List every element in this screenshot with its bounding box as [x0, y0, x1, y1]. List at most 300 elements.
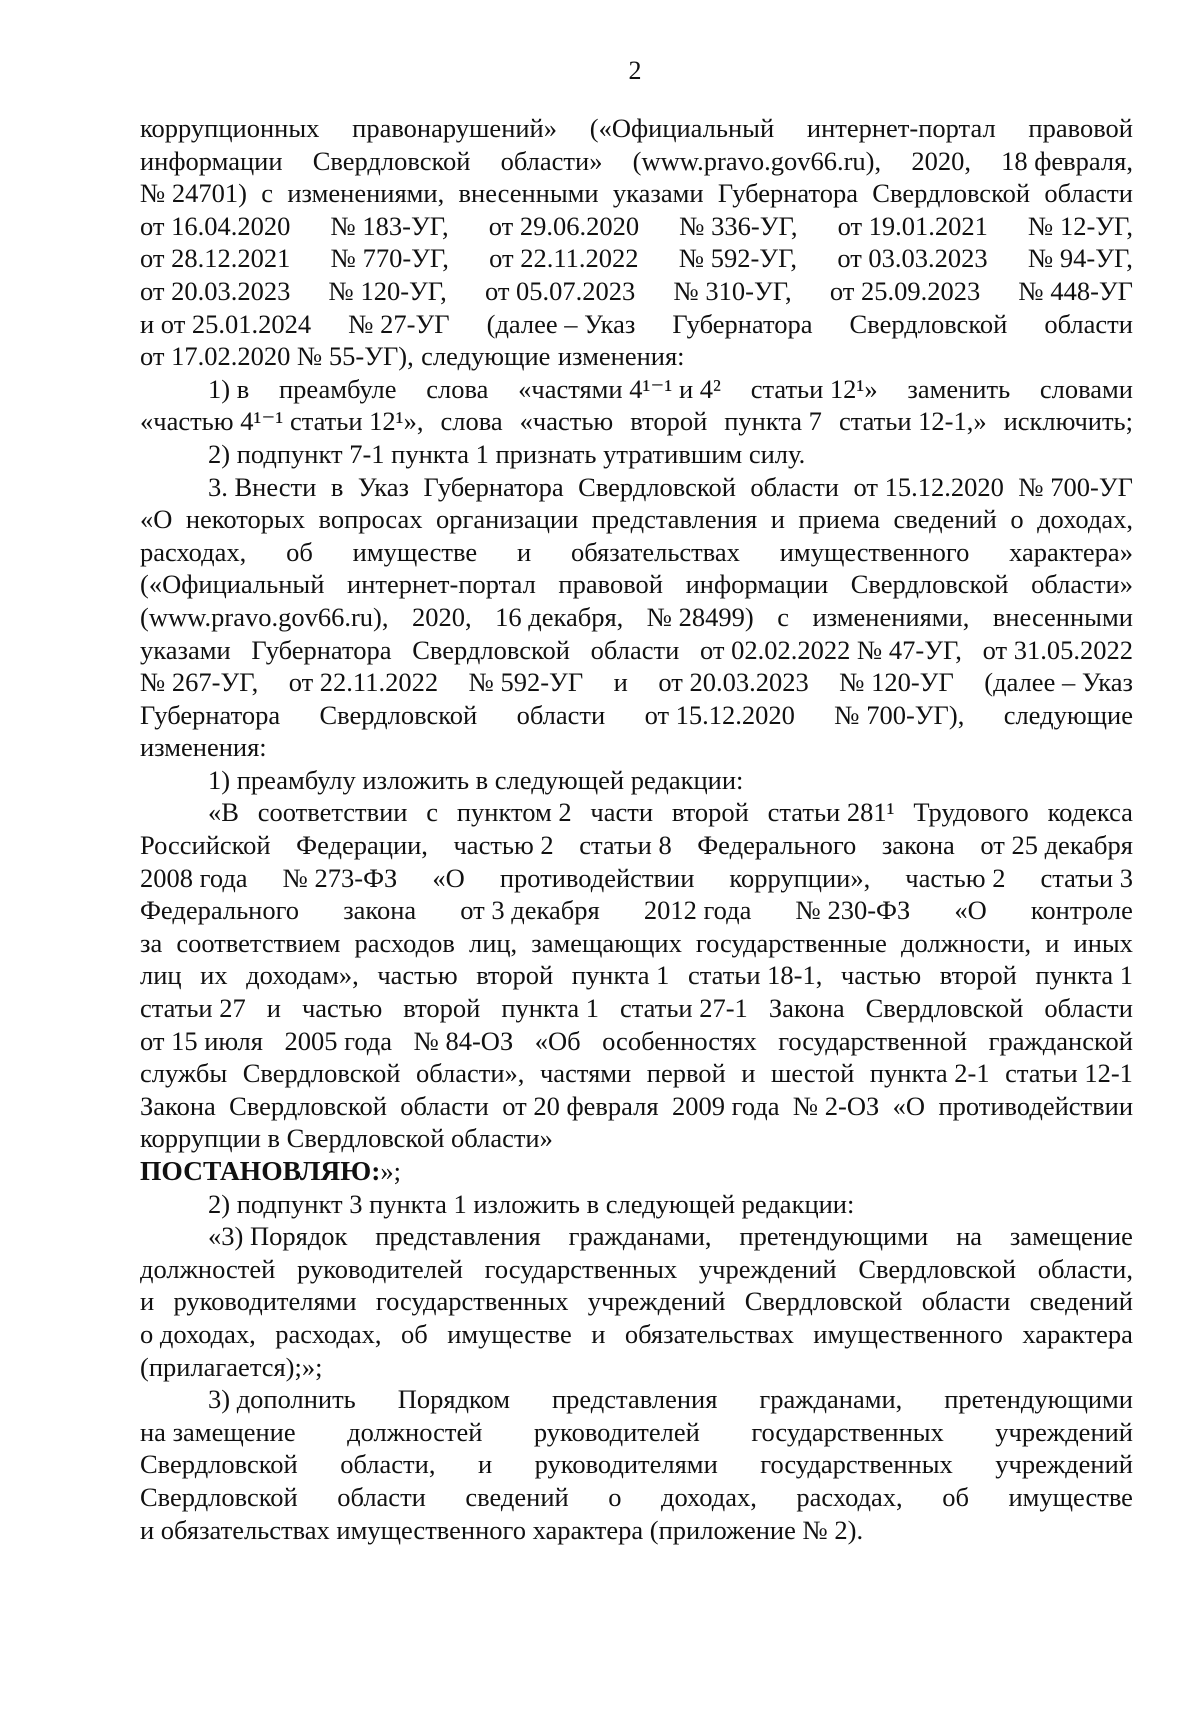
- word: в: [330, 471, 344, 502]
- word: Федерального: [697, 830, 857, 861]
- word: и: [591, 1318, 606, 1349]
- word: преамбуле: [278, 373, 397, 404]
- word: о доходах,: [140, 1318, 256, 1349]
- word: № 273-ФЗ: [282, 862, 398, 893]
- word: приема: [798, 504, 881, 535]
- word: имущественного: [779, 536, 970, 567]
- word: некоторых: [185, 504, 306, 535]
- word: и от 25.01.2024: [140, 308, 312, 339]
- word: слова: [440, 406, 503, 437]
- text-line: [140, 308, 1133, 341]
- word: и: [741, 1058, 756, 1089]
- word: правовой: [558, 569, 663, 600]
- text-line: [140, 405, 1133, 438]
- text-line: [140, 568, 1133, 601]
- word: замещающих: [531, 927, 682, 958]
- word: Губернатора: [672, 308, 813, 339]
- word: статьи 27-1: [620, 993, 748, 1024]
- word: 2020,: [412, 601, 472, 632]
- word: второй: [671, 797, 749, 828]
- word: «частями 4¹⁻¹ и 4²: [518, 373, 721, 404]
- word: области: [1044, 993, 1133, 1024]
- word: первой: [646, 1058, 726, 1089]
- word: 2012 года: [643, 895, 752, 926]
- word: иных: [1073, 927, 1133, 958]
- word: с: [261, 178, 274, 209]
- word: контроле: [1030, 895, 1133, 926]
- word: особенностях: [602, 1025, 757, 1056]
- word: государственных: [375, 1286, 569, 1317]
- word: области: [516, 699, 606, 730]
- word: 2009 года: [671, 1090, 780, 1121]
- word: частью 2: [905, 862, 1006, 893]
- word: 2005 года: [284, 1025, 393, 1056]
- word: 2008 года: [140, 862, 248, 893]
- word: от 15 июля: [140, 1025, 263, 1056]
- text-line: [140, 145, 1133, 178]
- word: от 20.03.2023: [140, 275, 291, 306]
- word: от 03.03.2023: [837, 243, 988, 274]
- word: № 770-УГ,: [330, 243, 449, 274]
- word: характера: [1022, 1318, 1133, 1349]
- word: № 120-УГ: [839, 667, 954, 698]
- word: второй: [630, 406, 708, 437]
- word: пункта 2-1: [869, 1058, 990, 1089]
- word: государственных: [484, 1253, 678, 1284]
- word: на: [956, 1221, 983, 1252]
- word: противодействии: [499, 862, 695, 893]
- text-line: [140, 1057, 1133, 1090]
- word: Свердловской: [578, 471, 736, 502]
- word: Свердловской: [849, 308, 1008, 339]
- word: Свердловской: [872, 178, 1031, 209]
- word: коррупции»,: [729, 862, 871, 893]
- word: второй: [476, 960, 554, 991]
- word: доходах,: [660, 1481, 757, 1512]
- word: закона: [881, 830, 955, 861]
- word: статьи 27: [140, 993, 246, 1024]
- text-line: [140, 438, 1133, 471]
- word: Указ: [357, 471, 409, 502]
- word: доходах,: [1037, 504, 1133, 535]
- word: (далее – Указ: [984, 667, 1133, 698]
- word: следующие: [421, 341, 551, 372]
- word: области»,: [415, 1058, 525, 1089]
- word: организации: [436, 504, 579, 535]
- word: Губернатора: [140, 699, 281, 730]
- word: учреждений: [587, 1286, 726, 1317]
- word: от 19.01.2021: [837, 210, 988, 241]
- word: государственных: [751, 1416, 944, 1447]
- word: Свердловской: [229, 1090, 387, 1121]
- word: и обязательствах имущественного характера (приложение № 2).: [140, 1514, 864, 1545]
- word: Губернатора: [717, 178, 858, 209]
- word: второй: [403, 993, 481, 1024]
- word: учреждений: [995, 1449, 1133, 1480]
- word: от 29.06.2020: [488, 210, 640, 241]
- word: № 84-ОЗ: [413, 1025, 514, 1056]
- word: от 22.11.2022: [489, 243, 639, 274]
- word: 3. Внести: [208, 471, 317, 502]
- word: вопросах: [318, 504, 423, 535]
- word: № 230-ФЗ: [795, 895, 911, 926]
- text-line: [140, 1514, 1133, 1547]
- text-line: [140, 1481, 1133, 1514]
- text-line: [140, 666, 1133, 699]
- word: области: [590, 634, 680, 665]
- word: государственной: [778, 1025, 968, 1056]
- word: (www.pravo.gov66.ru),: [140, 601, 389, 632]
- word: статьи 12-1: [1005, 1058, 1133, 1089]
- text-line: [140, 796, 1133, 829]
- word: № 94-УГ,: [1027, 243, 1133, 274]
- word: частью: [840, 960, 922, 991]
- word: Свердловской: [850, 569, 1009, 600]
- word: Свердловской: [140, 1481, 298, 1512]
- word: руководителями: [173, 1286, 357, 1317]
- word: и: [266, 993, 281, 1024]
- text-line: [140, 1220, 1133, 1253]
- word: должности,: [901, 927, 1032, 958]
- text-line: [140, 1090, 1133, 1123]
- word: (прилагается);»;: [140, 1351, 323, 1382]
- word: области: [400, 1090, 489, 1121]
- word: области,: [340, 1449, 436, 1480]
- word: «В: [208, 797, 239, 828]
- word: за: [140, 927, 163, 958]
- document-body: [140, 112, 1133, 1546]
- word: Федерального: [140, 895, 300, 926]
- word: «О: [432, 862, 465, 893]
- text-line: [140, 862, 1133, 895]
- word: изменениями,: [287, 178, 445, 209]
- word: 1) преамбулу изложить в следующей редакции:: [208, 764, 744, 795]
- word: 2) подпункт 3 пункта 1 изложить в следующей редакции:: [208, 1188, 855, 1219]
- word: лиц: [140, 960, 182, 991]
- word: области: [1044, 308, 1133, 339]
- word: статьи 8: [579, 830, 672, 861]
- word: обязательствах: [624, 1318, 794, 1349]
- word: Губернатора: [251, 634, 392, 665]
- text-line: [140, 829, 1133, 862]
- word: учреждений: [698, 1253, 837, 1284]
- text-line: [140, 1122, 1133, 1155]
- word: Федерации,: [296, 830, 428, 861]
- word: гражданами,: [759, 1384, 903, 1415]
- word: статьи 281¹: [767, 797, 895, 828]
- word: лиц,: [468, 927, 518, 958]
- word: статьи 3: [1040, 862, 1133, 893]
- word: информации: [140, 145, 283, 176]
- word: государственные: [695, 927, 887, 958]
- word: расходах,: [140, 536, 247, 567]
- word: Свердловской: [858, 1253, 1017, 1284]
- word: 16 декабря,: [495, 601, 624, 632]
- word: сведений: [1029, 1286, 1133, 1317]
- word: 3) дополнить: [208, 1384, 356, 1415]
- word: 1) в: [208, 373, 250, 404]
- word: руководителями: [534, 1449, 718, 1480]
- word: с: [777, 601, 789, 632]
- word: внесенными: [992, 601, 1133, 632]
- word: частью 2: [453, 830, 554, 861]
- word: № 336-УГ,: [679, 210, 798, 241]
- word: от 22.11.2022: [288, 667, 439, 698]
- word: области: [1044, 178, 1133, 209]
- word: изменения:: [557, 341, 685, 372]
- word: должностей: [347, 1416, 483, 1447]
- text-line: [140, 1188, 1133, 1221]
- word: № 28499): [646, 601, 754, 632]
- word: закона: [343, 895, 417, 926]
- word: об: [942, 1481, 969, 1512]
- word: второй: [939, 960, 1017, 991]
- word: Свердловской: [319, 699, 478, 730]
- word: частью: [377, 960, 458, 991]
- text-line: [140, 601, 1133, 634]
- word: статьи 12¹»: [750, 373, 878, 404]
- word: Порядком: [397, 1384, 511, 1415]
- word: «О: [140, 504, 173, 535]
- word: пунктом 2: [456, 797, 572, 828]
- word: «О: [892, 1090, 926, 1121]
- word: изменения:: [140, 732, 267, 763]
- word: Губернатора: [423, 471, 564, 502]
- word: пункта 1: [501, 993, 599, 1024]
- word: изменениями,: [812, 601, 970, 632]
- text-line: [140, 992, 1133, 1025]
- word: службы: [140, 1058, 228, 1089]
- word: учреждений: [995, 1416, 1133, 1447]
- word: от 16.04.2020: [140, 210, 291, 241]
- word: и: [477, 1449, 493, 1480]
- word: сведений: [893, 504, 997, 535]
- word: области: [750, 471, 839, 502]
- text-line: [140, 699, 1133, 732]
- word: соответствием: [176, 927, 341, 958]
- word: интернет-портал: [806, 113, 996, 143]
- word: шестой: [771, 1058, 855, 1089]
- word: сведений: [465, 1481, 569, 1512]
- text-line: [140, 112, 1133, 145]
- text-line: [140, 894, 1133, 927]
- word: частями: [539, 1058, 632, 1089]
- word: словами: [1039, 373, 1133, 404]
- word: «3) Порядок: [208, 1221, 348, 1252]
- word: области: [921, 1286, 1011, 1317]
- word: («Официальный: [140, 569, 325, 600]
- word: от 25 декабря: [980, 830, 1133, 861]
- word: о: [1010, 504, 1024, 535]
- word: № 310-УГ,: [673, 275, 792, 306]
- word: гражданами,: [568, 1221, 712, 1252]
- word: 18 февраля,: [1001, 145, 1133, 176]
- word: от 28.12.2021: [140, 243, 291, 274]
- word: Свердловской: [744, 1286, 903, 1317]
- text-line: [140, 1025, 1133, 1058]
- word: № 27-УГ: [348, 308, 450, 339]
- word: представления: [591, 504, 758, 535]
- word: пункта 1: [571, 960, 670, 991]
- word: № 24701): [140, 178, 247, 209]
- text-line: [140, 731, 1133, 764]
- word: информации: [685, 569, 829, 600]
- text-line: [140, 1448, 1133, 1481]
- word: области: [337, 1481, 426, 1512]
- text-line: [140, 536, 1133, 569]
- text-line: [140, 340, 1133, 373]
- word: имуществе: [447, 1318, 572, 1349]
- text-line: [140, 1416, 1133, 1449]
- word: № 183-УГ,: [330, 210, 449, 241]
- word: представления: [375, 1221, 541, 1252]
- text-line: [140, 1351, 1133, 1384]
- word: (www.pravo.gov66.ru),: [632, 145, 882, 176]
- text-line: [140, 242, 1133, 275]
- word: слова: [426, 373, 489, 404]
- word: о: [608, 1481, 622, 1512]
- word: противодействии: [938, 1090, 1133, 1121]
- word: »;: [380, 1156, 401, 1186]
- word: претендующими: [944, 1384, 1133, 1415]
- text-line: [140, 210, 1133, 243]
- text-line: [140, 1253, 1133, 1286]
- word: руководителей: [533, 1416, 700, 1447]
- word: замещение: [1009, 1221, 1133, 1252]
- word: частью: [301, 993, 383, 1024]
- word: заменить: [907, 373, 1011, 404]
- word: Российской: [140, 830, 271, 861]
- word: исключить;: [1003, 406, 1133, 437]
- text-line: [140, 373, 1133, 406]
- word: от 20 февраля: [502, 1090, 659, 1121]
- word: расходах,: [796, 1481, 903, 1512]
- text-line: [140, 1155, 1133, 1188]
- text-line: [140, 503, 1133, 536]
- page-number: 2: [628, 56, 642, 85]
- word: обязательствах: [570, 536, 740, 567]
- word: № 592-УГ: [468, 667, 584, 698]
- word: («Официальный: [589, 113, 775, 143]
- word: от 15.12.2020: [853, 471, 1004, 502]
- word: и: [140, 1286, 155, 1317]
- word: правовой: [1028, 113, 1133, 143]
- word: области,: [1037, 1253, 1133, 1284]
- word: части: [590, 797, 654, 828]
- word: Трудового: [913, 797, 1029, 828]
- word: представления: [551, 1384, 718, 1415]
- word: и: [770, 504, 785, 535]
- word: об: [286, 536, 313, 567]
- text-line: [140, 927, 1133, 960]
- word: «Об: [534, 1025, 581, 1056]
- word: № 120-УГ,: [328, 275, 447, 306]
- word: имуществе: [1008, 1481, 1133, 1512]
- word: расходов: [354, 927, 455, 958]
- word: области»: [1031, 569, 1133, 600]
- word: от 17.02.2020 № 55-УГ),: [140, 341, 414, 372]
- word: «частью 4¹⁻¹ статьи 12¹»,: [140, 406, 424, 437]
- word: должностей: [140, 1253, 276, 1284]
- word: коррупционных: [140, 113, 320, 143]
- word: коррупции в Свердловской области»: [140, 1123, 553, 1154]
- word: Закона: [140, 1090, 216, 1121]
- word: кодекса: [1047, 797, 1133, 828]
- text-line: [140, 764, 1133, 797]
- word: гражданской: [988, 1025, 1133, 1056]
- word: от 31.05.2022: [982, 634, 1133, 665]
- word: их: [200, 960, 228, 991]
- word: от 15.12.2020: [644, 699, 795, 730]
- word: следующие: [1003, 699, 1133, 730]
- word: от 3 декабря: [460, 895, 600, 926]
- word: и: [1045, 927, 1060, 958]
- word: имуществе: [352, 536, 478, 567]
- word: Свердловской: [242, 1058, 401, 1089]
- word: расходах,: [275, 1318, 382, 1349]
- word: об: [401, 1318, 428, 1349]
- word: № 700-УГ),: [834, 699, 965, 730]
- word: «О: [954, 895, 987, 926]
- word: ПОСТАНОВЛЯЮ:: [140, 1155, 381, 1186]
- word: пункта 7: [724, 406, 822, 437]
- word: и: [516, 536, 532, 567]
- word: Свердловской: [140, 1449, 298, 1480]
- word: указами: [612, 178, 704, 209]
- word: № 448-УГ: [1018, 275, 1133, 306]
- word: от 02.02.2022 № 47-УГ,: [699, 634, 962, 665]
- word: государственных: [760, 1449, 953, 1480]
- text-line: [140, 1383, 1133, 1416]
- word: 2) подпункт 7-1 пункта 1 признать утратившим силу.: [208, 438, 806, 469]
- word: пункта 1: [1035, 960, 1133, 991]
- word: правонарушений»: [352, 113, 557, 143]
- word: интернет-портал: [347, 569, 536, 600]
- word: доходам»,: [246, 960, 359, 991]
- word: от 05.07.2023: [484, 275, 636, 306]
- word: соответствии: [257, 797, 408, 828]
- word: области»: [500, 145, 603, 176]
- text-line: [140, 1318, 1133, 1351]
- text-line: [140, 275, 1133, 308]
- word: «частью: [519, 406, 614, 437]
- word: Закона: [768, 993, 845, 1024]
- text-line: [140, 634, 1133, 667]
- word: статьи 12-1,»: [838, 406, 987, 437]
- word: № 267-УГ,: [140, 667, 259, 698]
- word: и: [613, 667, 628, 698]
- word: внесенными: [458, 178, 599, 209]
- text-line: [140, 471, 1133, 504]
- word: 2020,: [911, 145, 971, 176]
- word: на замещение: [140, 1416, 296, 1447]
- word: руководителей: [297, 1253, 463, 1284]
- text-line: [140, 1285, 1133, 1318]
- text-line: [140, 959, 1133, 992]
- word: Свердловской: [312, 145, 471, 176]
- word: Свердловской: [865, 993, 1024, 1024]
- text-line: [140, 177, 1133, 210]
- word: № 2-ОЗ: [792, 1090, 880, 1121]
- word: претендующими: [739, 1221, 929, 1252]
- word: от 20.03.2023: [658, 667, 809, 698]
- word: характера»: [1009, 536, 1133, 567]
- word: № 700-УГ: [1018, 471, 1133, 502]
- word: указами: [140, 634, 231, 665]
- word: от 25.09.2023: [829, 275, 981, 306]
- word: имущественного: [813, 1318, 1003, 1349]
- word: статьи 18-1,: [687, 960, 823, 991]
